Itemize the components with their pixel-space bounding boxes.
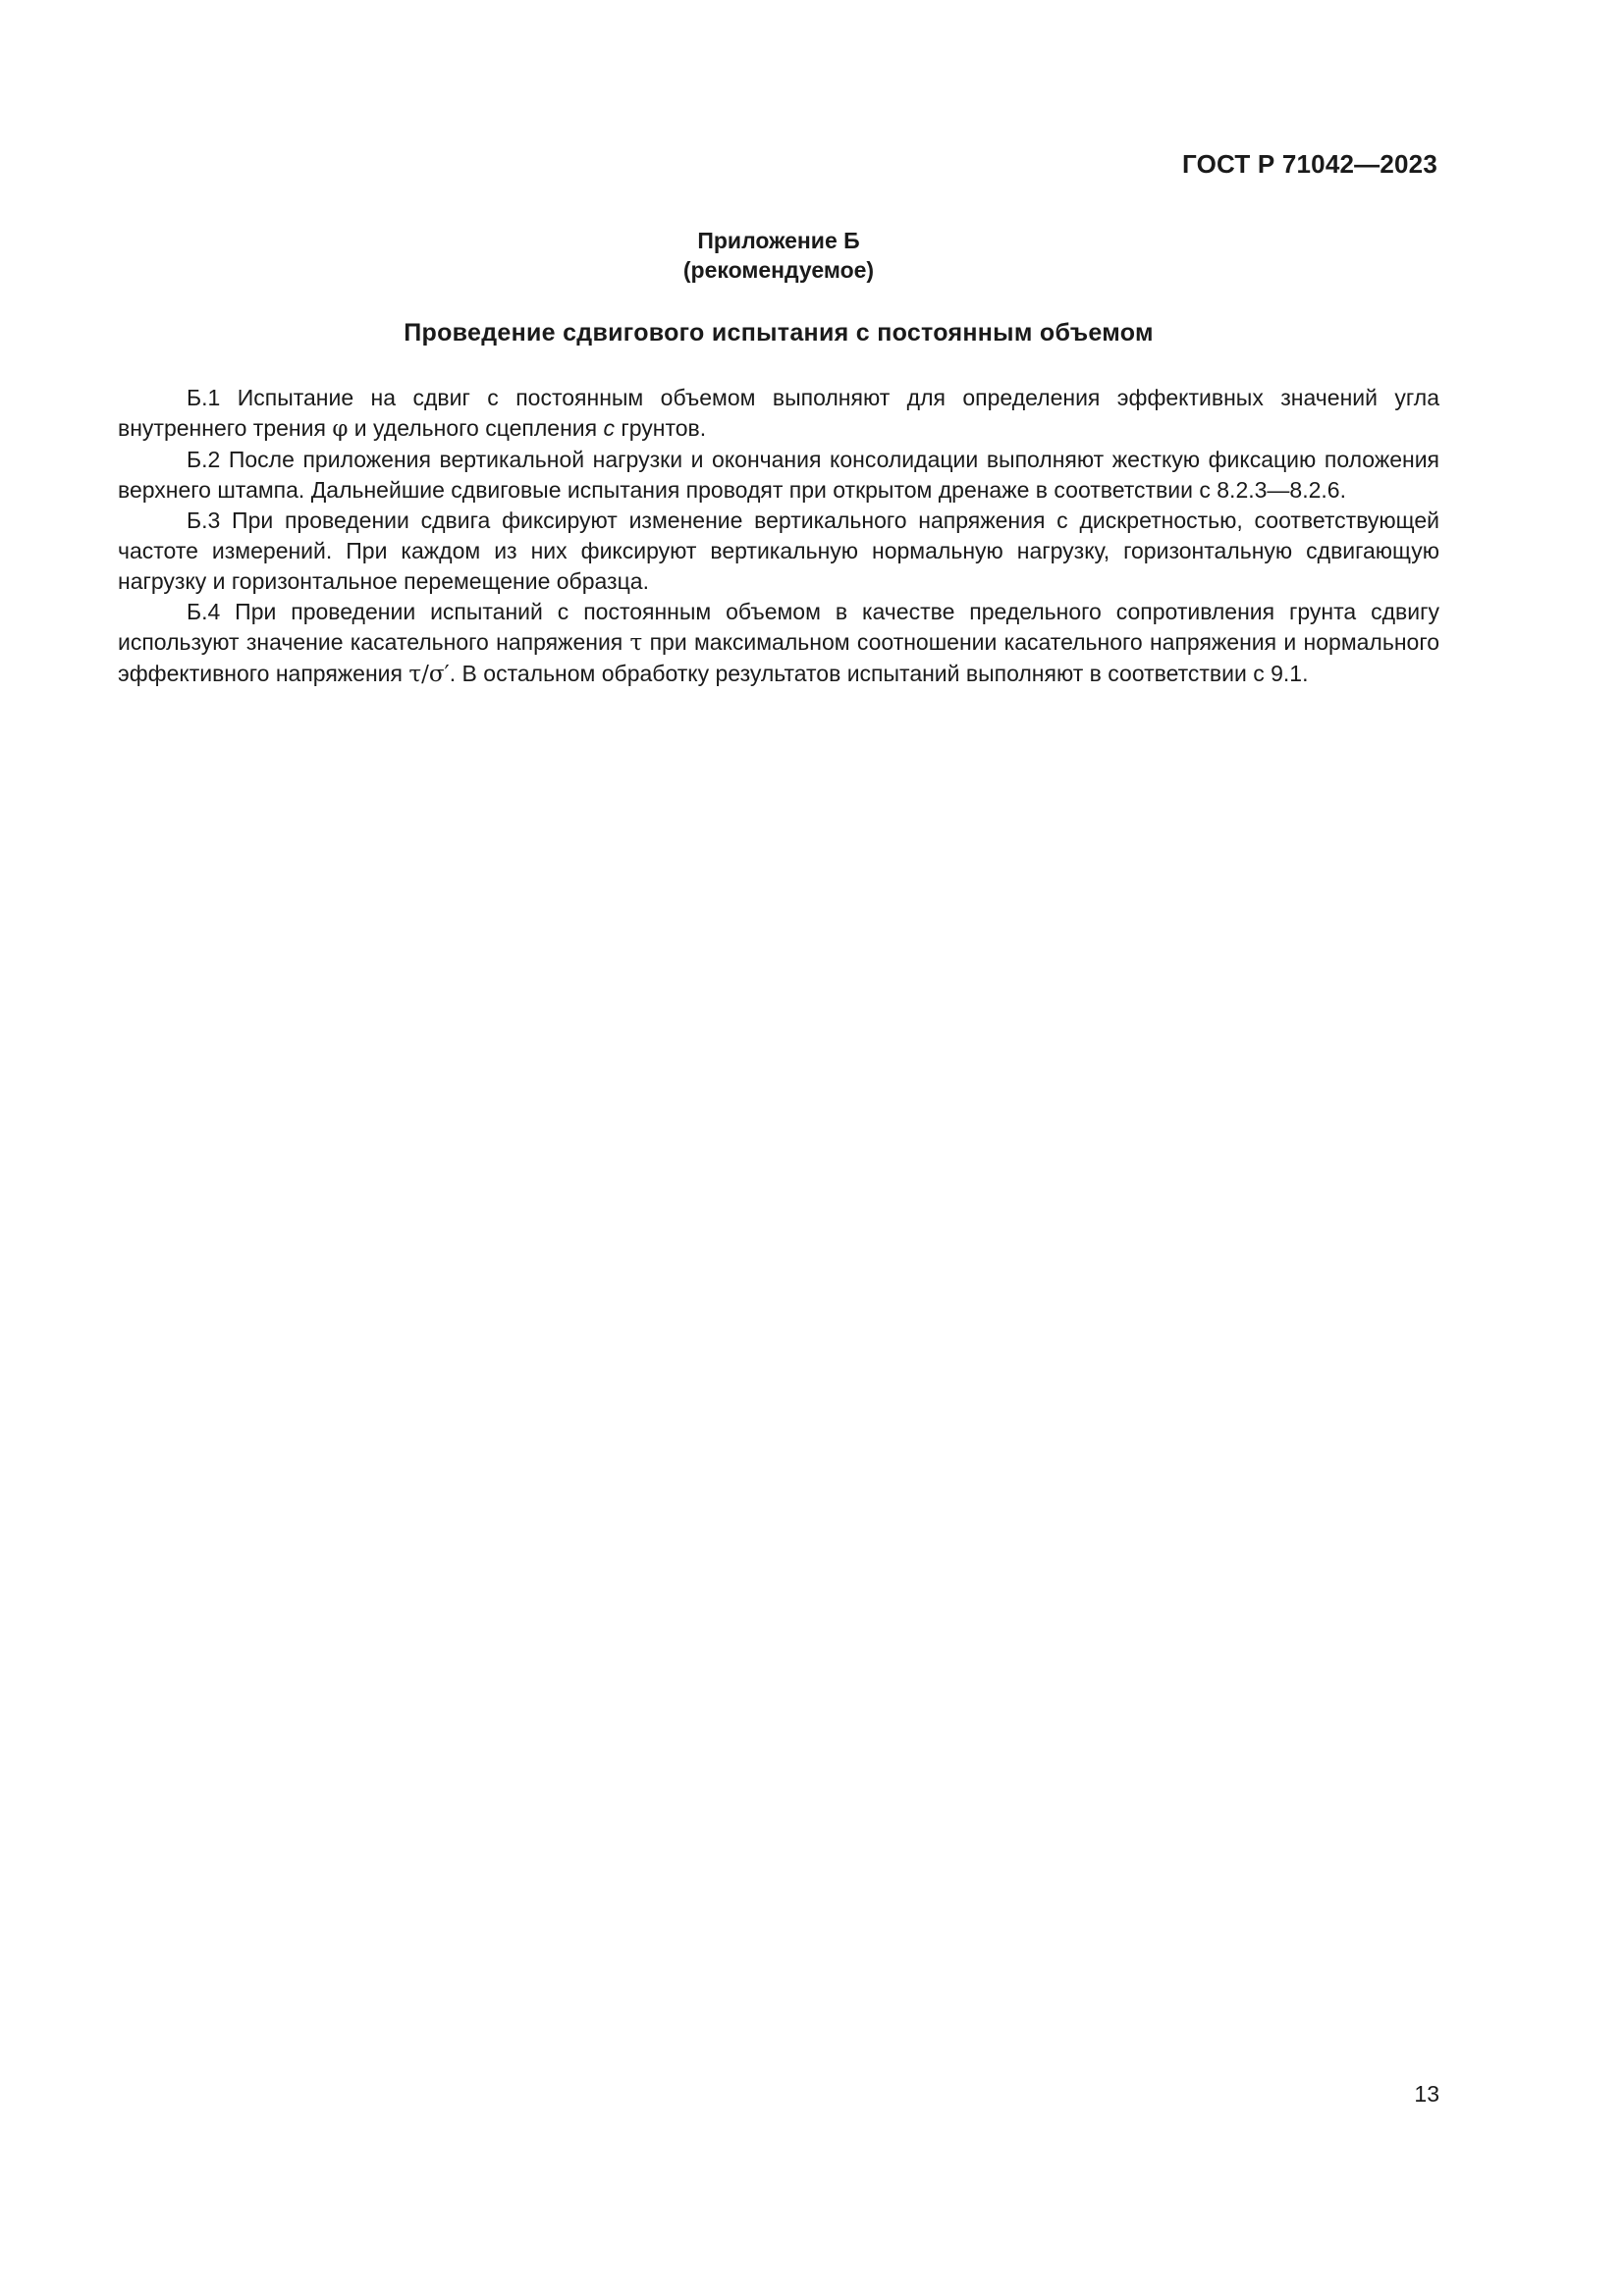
paragraph-b3: Б.3 При проведении сдвига фиксируют изменение вертикального напряжения с дискретностью, соответствующей частоте измерений. При каждом из них фиксируют вертикальную нормальную нагрузку, горизонтальную сдвигающую нагрузку и горизонтальное перемещение образца.	[118, 507, 1439, 594]
paragraph-b4-text-b: при максимальном соотношении касательного напряжения и нормального эффективного напряжения	[118, 629, 1440, 686]
paragraph-b4-text-a: Б.4 При проведении испытаний с постоянным объемом в качестве предельного сопротивления грунта сдвигу используют значение касательного напряжения	[118, 599, 1439, 655]
paragraph-b1-text-c: грунтов.	[614, 415, 707, 441]
paragraph-b4-text-c: . В остальном обработку результатов испытаний выполняют в соответствии с 9.1.	[449, 661, 1309, 686]
cohesion-symbol: c	[603, 415, 615, 441]
phi-symbol: φ	[332, 416, 349, 442]
paragraph-b1-text-b: и удельного сцепления	[348, 415, 604, 441]
paragraph-b4	[118, 597, 1439, 690]
paragraph-b1	[118, 383, 1439, 445]
page-number: 13	[1414, 2081, 1439, 2107]
paragraph-b2: Б.2 После приложения вертикальной нагрузки и окончания консолидации выполняют жесткую фиксацию положения верхнего штампа. Дальнейшие сдвиговые испытания проводят при открытом дренаже в соответствии с 8.2.3—8.2.6.	[118, 447, 1439, 503]
body-text	[118, 383, 1439, 690]
section-title: Проведение сдвигового испытания с постоянным объемом	[404, 319, 1154, 347]
appendix-title: Приложение Б	[697, 228, 860, 253]
appendix-status: (рекомендуемое)	[682, 257, 875, 283]
stress-ratio-symbol: τ/σ′	[408, 662, 450, 687]
appendix-heading	[118, 226, 1439, 285]
document-code: ГОСТ Р 71042—2023	[1182, 149, 1437, 179]
tau-symbol: τ	[629, 630, 643, 656]
paragraph-b1-text-a: Б.1 Испытание на сдвиг с постоянным объемом выполняют для определения эффективных значений угла внутреннего трения	[118, 385, 1439, 441]
